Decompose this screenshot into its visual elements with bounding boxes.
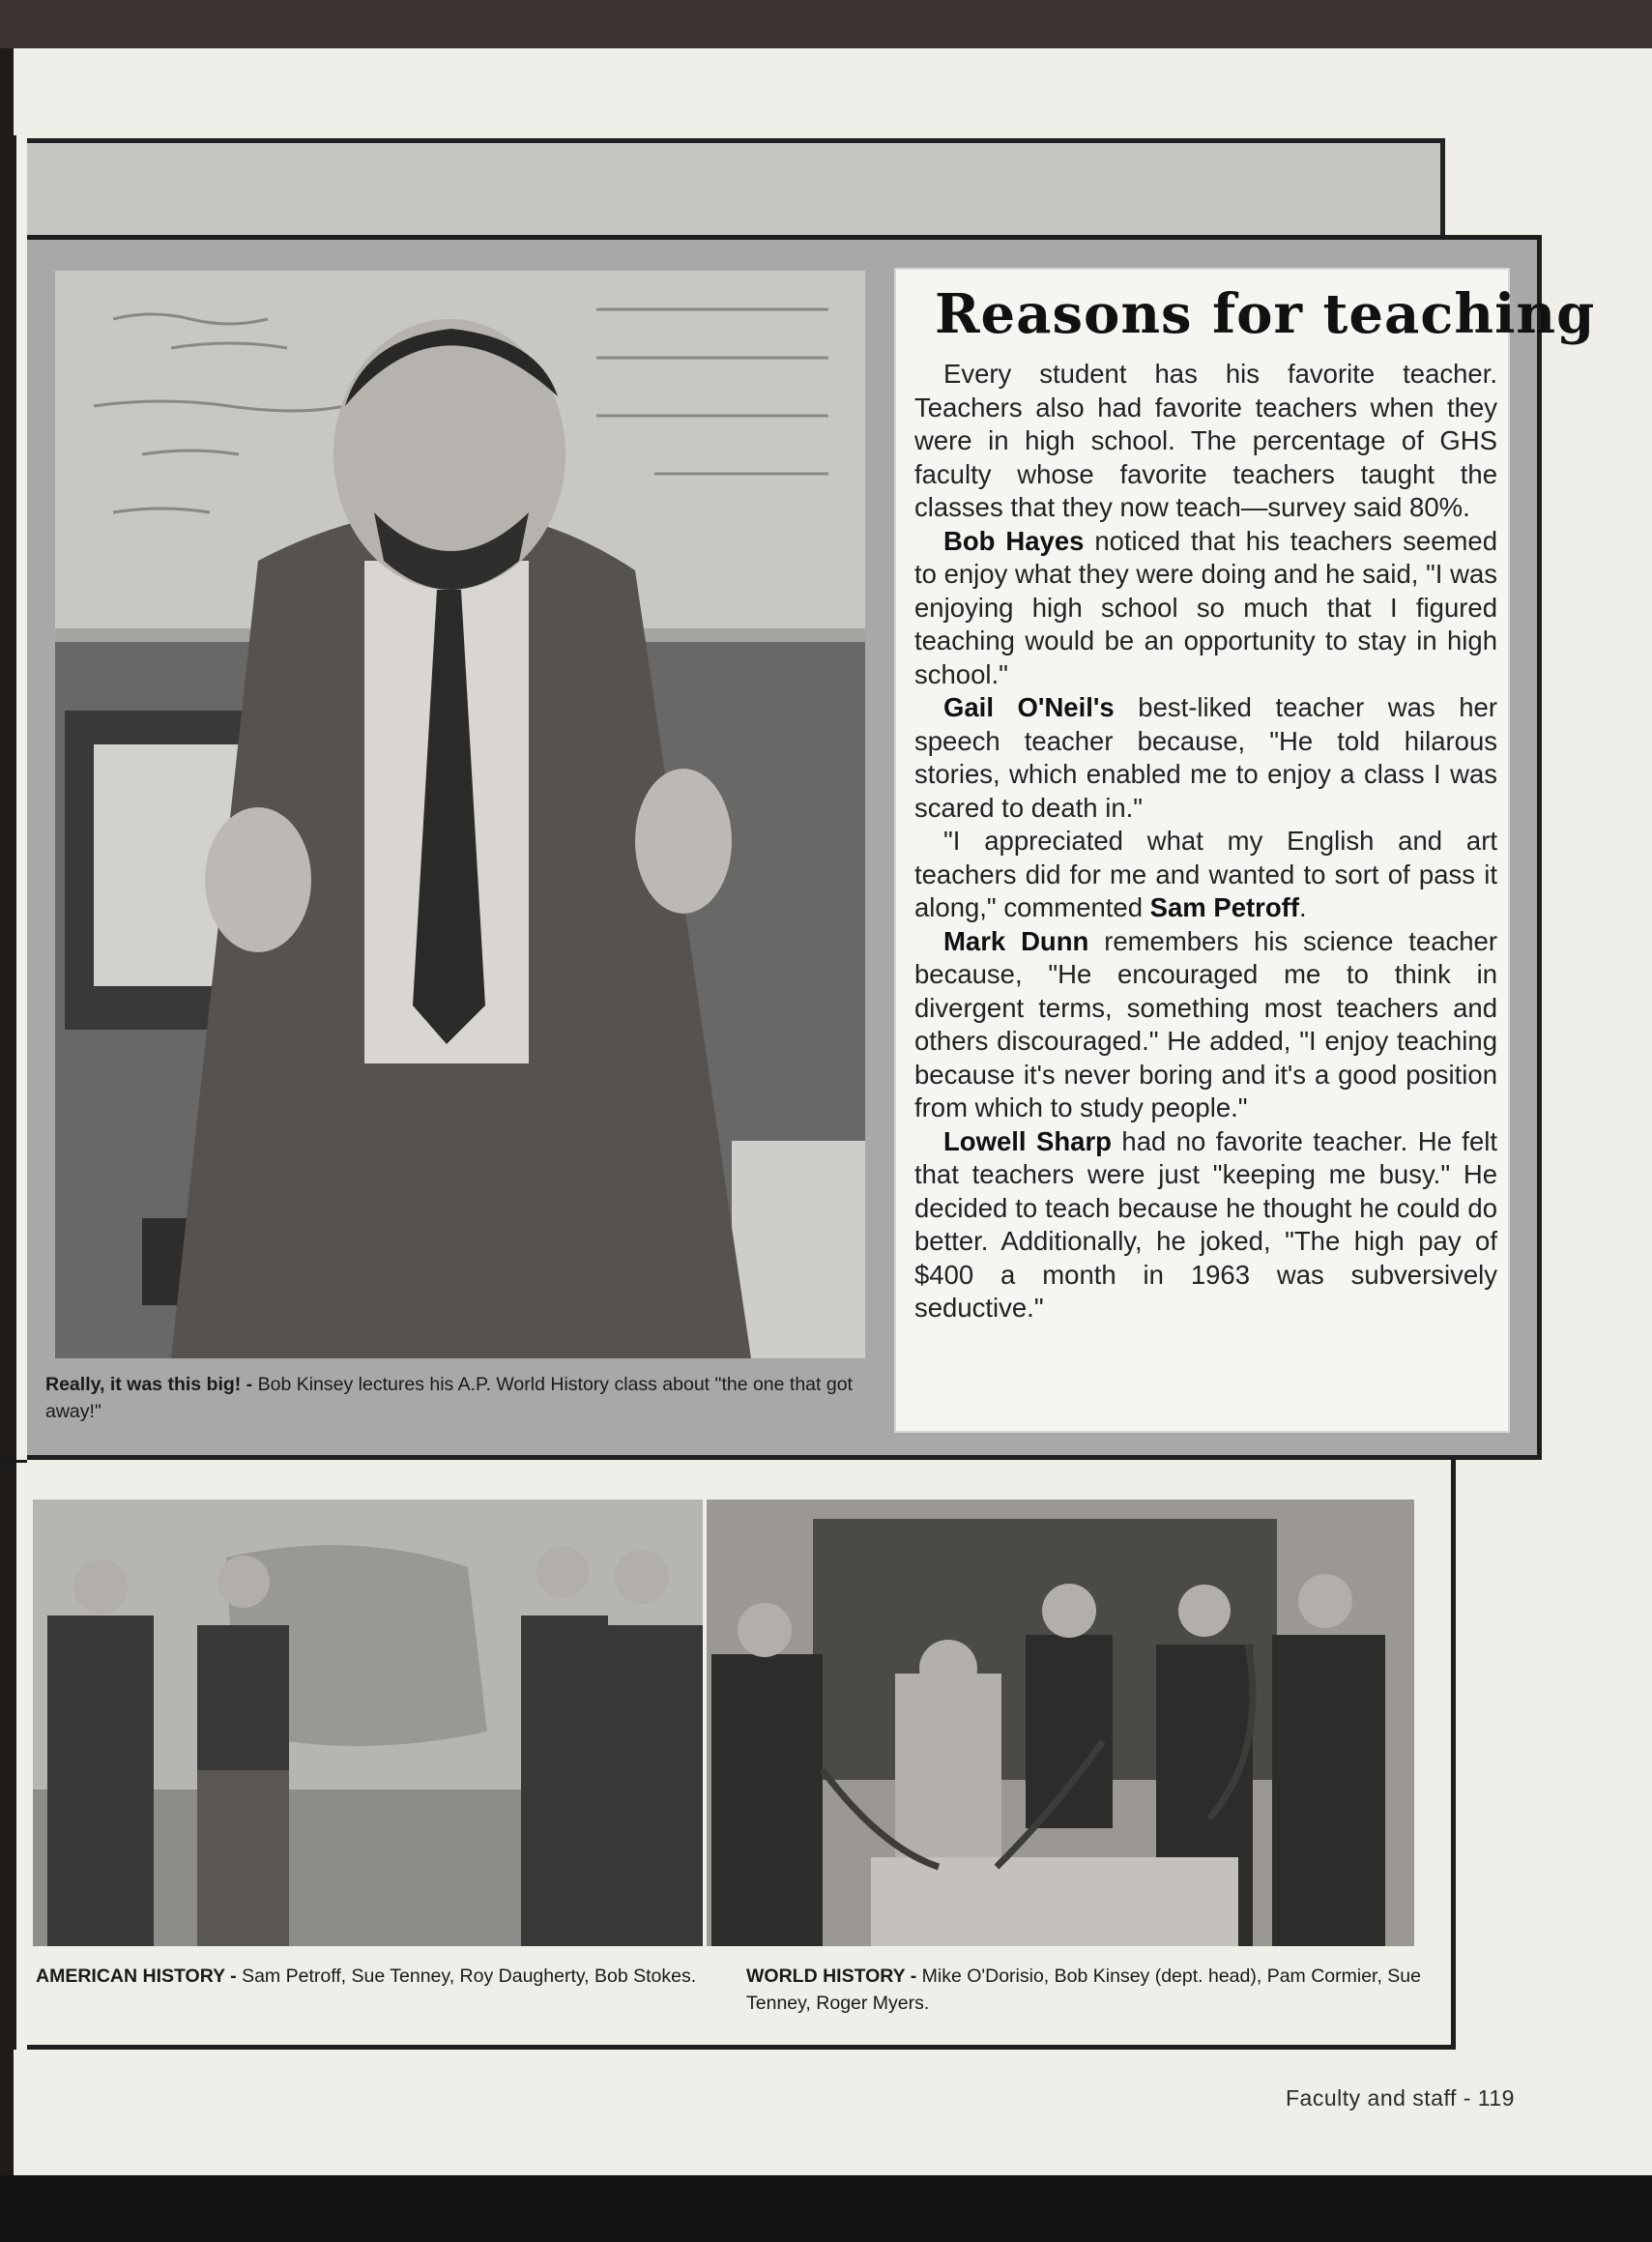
teacher-name: Mark Dunn xyxy=(943,925,1089,956)
paragraph-text: . xyxy=(1299,892,1307,922)
binding-rule xyxy=(14,135,16,2050)
caption-lead: AMERICAN HISTORY - xyxy=(36,1965,237,1987)
world-history-caption xyxy=(746,1963,1442,2017)
american-history-photo xyxy=(33,1500,703,1946)
header-strip xyxy=(27,138,1445,240)
article-paragraph xyxy=(914,691,1497,825)
caption-body: Sam Petroff, Sue Tenney, Roy Daugherty, Bob Stokes. xyxy=(236,1965,697,1987)
page-bottom-edge xyxy=(0,2175,1652,2242)
binding-tick xyxy=(0,1460,27,1463)
paragraph-text: Every student has his favorite teacher. Teachers also had favorite teachers when they were in high school. The percentage of GHS faculty whose favorite teachers taught the classes that they now teach—survey said 80%. xyxy=(914,359,1497,522)
article-body xyxy=(914,358,1497,1325)
teacher-name: Lowell Sharp xyxy=(943,1125,1112,1156)
paragraph-text: had no favorite teacher. He felt that teachers were just "keeping me busy." He decided to teach because he thought he could do better. Additionally, he joked, "The high pay of $400 a month in 1963 was subversively seductive." xyxy=(914,1125,1497,1323)
teacher-name: Gail O'Neil's xyxy=(943,692,1115,722)
paragraph-text: noticed that his teachers seemed to enjoy what they were doing and he said, "I was enjoying high school so much that I figured teaching would be an opportunity to stay in high school." xyxy=(914,525,1497,689)
article-paragraph xyxy=(914,1125,1497,1325)
article-paragraph xyxy=(914,825,1497,925)
caption-lead: Really, it was this big! - xyxy=(45,1374,253,1395)
world-history-photo xyxy=(707,1500,1414,1946)
page-top-edge xyxy=(0,0,1652,48)
teacher-name: Sam Petroff xyxy=(1149,892,1299,922)
article-paragraph xyxy=(914,525,1497,692)
teacher-name: Bob Hayes xyxy=(943,525,1085,556)
main-photo-caption xyxy=(45,1371,886,1425)
article-headline: Reasons for teaching xyxy=(935,282,1596,346)
caption-lead: WORLD HISTORY - xyxy=(746,1965,917,1987)
page-folio: Faculty and staff - 119 xyxy=(1286,2085,1515,2111)
american-history-caption xyxy=(36,1963,712,1990)
article-paragraph xyxy=(914,925,1497,1125)
article-paragraph xyxy=(914,358,1497,525)
teacher-lecture-photo xyxy=(55,271,865,1358)
american-history-graphic xyxy=(33,1500,703,1946)
paragraph-text: "I appreciated what my English and art teachers did for me and wanted to sort of pass it along," commented xyxy=(914,826,1497,922)
paragraph-text: remembers his science teacher because, "He encouraged me to think in divergent terms, something most teachers and others discouraged." He added, "I enjoy teaching because it's never boring and it's a good position from which to study people." xyxy=(914,925,1497,1122)
caption-body: Mike O'Dorisio, Bob Kinsey (dept. head), Pam Cormier, Sue Tenney, Roger Myers. xyxy=(746,1965,1422,2014)
world-history-graphic xyxy=(707,1500,1414,1946)
paragraph-text: best-liked teacher was her speech teacher because, "He told hilarous stories, which enabled me to enjoy a class I was scared to death in." xyxy=(914,692,1497,823)
caption-body: Bob Kinsey lectures his A.P. World History class about "the one that got away!" xyxy=(45,1374,853,1422)
lecture-photo-graphic xyxy=(55,271,865,1358)
